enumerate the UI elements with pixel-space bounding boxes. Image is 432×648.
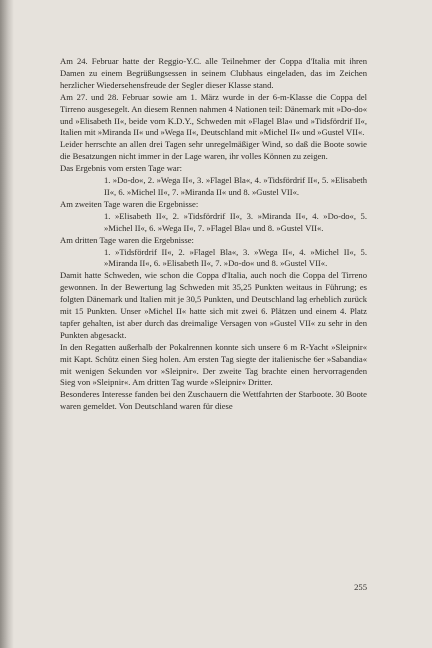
paragraph-summary: Damit hatte Schweden, wie schon die Coppa d'Italia, auch noch die Coppa del Tirreno gewonnen. In der Bewertung lag Schweden mit 35,25 Punkten weitaus in Führung; es folgten Dänemark und Italien mit je 30,5 Punkten, und Deutschland lag erheblich zurück mit 15 Punkten. Unser »Michel II« hatte sich mit zwei 6. Plätzen und einem 4. Platz tapfer gehalten, ist aber durch das dreimalige Versagen von »Gustel VII« zu sehr in den Punkten abgesackt. — [60, 270, 367, 340]
paragraph-reception: Am 24. Februar hatte der Reggio-Y.C. alle Teilnehmer der Coppa d'Italia mit ihren Damen zu einem Begrüßungsessen in seinem Clubhaus eingeladen, das im Zeichen herzlicher Wiedersehensfreude der Segler dieser Klasse stand. — [60, 56, 367, 90]
paragraph-wind: Leider herrschte an allen drei Tagen sehr unregelmäßiger Wind, so daß die Boote sowie die Besatzungen nicht immer in der Lage waren, ihr volles Können zu zeigen. — [60, 139, 367, 162]
results-day1: 1. »Do-do«, 2. »Wega II«, 3. »Flagel Bla«, 4. »Tidsfördrif II«, 5. »Elisabeth II«, 6. »Michel II«, 7. »Miranda II« und 8. »Gustel VII«. — [104, 175, 367, 197]
paragraph-coppa-tirreno: Am 27. und 28. Februar sowie am 1. März wurde in der 6-m-Klasse die Coppa del Tirreno ausgesegelt. An diesem Rennen nahmen 4 Nationen teil: Dänemark mit »Do-do« und »Elisabeth II«, beide vom K.D.Y., Schweden mit »Flagel Bla« und »Tidsfördrif II«, Italien mit »Miranda II« und »Wega II«, Deutschland mit »Michel II« und »Gustel VII«. — [60, 91, 367, 138]
binding-shadow — [0, 0, 14, 648]
paragraph-day1-heading: Das Ergebnis vom ersten Tage war: — [60, 163, 182, 174]
paragraph-day2-heading: Am zweiten Tage waren die Ergebnisse: — [60, 198, 199, 209]
paragraph-sleipnir: In den Regatten außerhalb der Pokalrennen konnte sich unsere 6 m R-Yacht »Sleipnir« mit Kapt. Schütz einen Sieg holen. Am ersten Tag siegte der italienische 6er »Sabandia« mit wenigen Sekunden vor »Sleipnir«. Der zweite Tag brachte einen hervorragenden Sieg von »Sleipnir«. Am dritten Tag wurde »Sleipnir« Dritter. — [60, 341, 367, 388]
results-day3: 1. »Tidsfördrif II«, 2. »Flagel Bla«, 3. »Wega II«, 4. »Michel II«, 5. »Miranda II«, 6. »Elisabeth II«, 7. »Do-do« und 8. »Gustel VII«. — [104, 246, 367, 269]
body-text — [60, 56, 367, 413]
page-number: 255 — [354, 582, 367, 592]
paragraph-day3-heading: Am dritten Tage waren die Ergebnisse: — [60, 234, 194, 245]
paragraph-starboats: Besonderes Interesse fanden bei den Zuschauern die Wettfahrten der Starboote. 30 Boote waren gemeldet. Von Deutschland waren für diese — [60, 389, 367, 412]
results-day2: 1. »Elisabeth II«, 2. »Tidsfördrif II«, 3. »Miranda II«, 4. »Do-do«, 5. »Michel II«, 6. »Wega II«, 7. »Flagel Bla« und 8. »Gustel VII«. — [104, 210, 367, 233]
